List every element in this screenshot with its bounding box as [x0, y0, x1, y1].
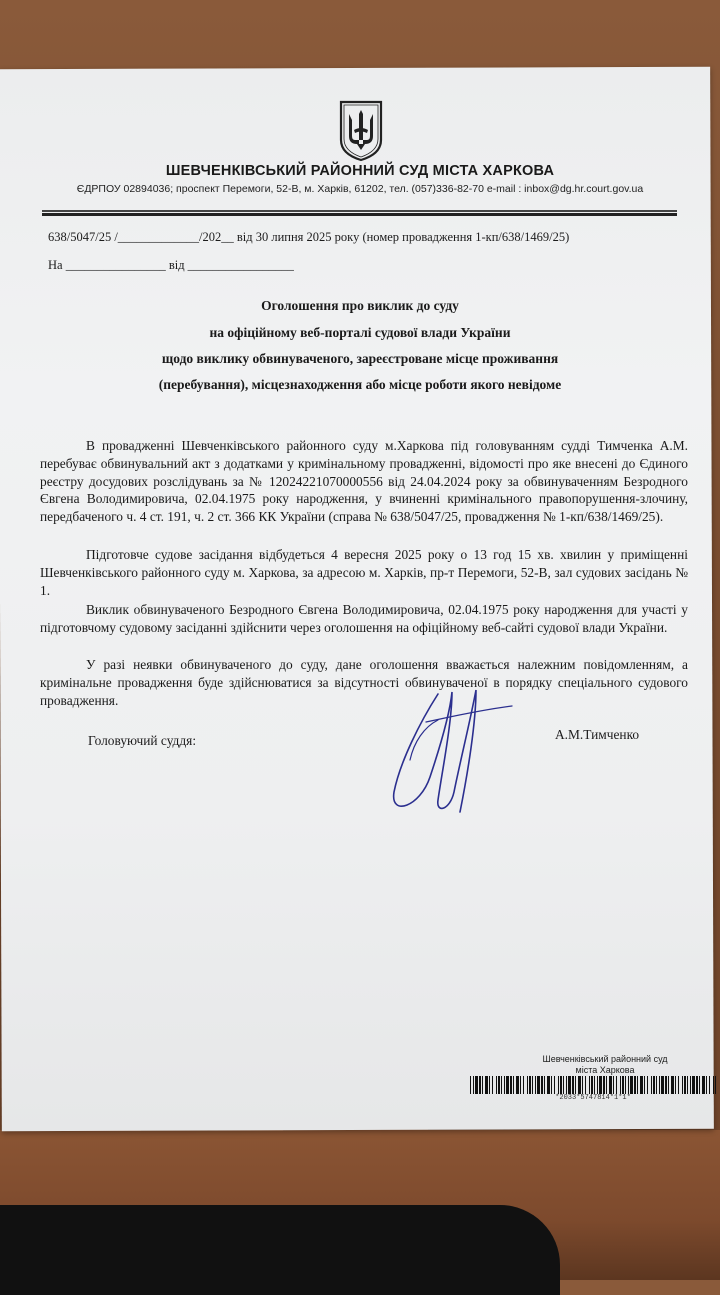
barcode-bar: [709, 1076, 710, 1094]
stamp-court-line-2: міста Харкова: [575, 1065, 635, 1075]
judge-name: А.М.Тимченко: [555, 727, 640, 742]
barcode-bar: [606, 1076, 607, 1094]
barcode-bar: [684, 1076, 686, 1094]
barcode-bar: [622, 1076, 624, 1094]
barcode-bar: [520, 1076, 521, 1094]
barcode-bar: [603, 1076, 605, 1094]
barcode-bar: [568, 1076, 571, 1094]
court-contact-info: ЄДРПОУ 02894036; проспект Перемоги, 52-В, м. Харків, 61202, тел. (057)336-82-70 e-mail : inbox@dg.hr.court.gov.ua: [76, 183, 644, 195]
barcode-bar: [560, 1076, 562, 1094]
barcode-bar: [473, 1076, 474, 1094]
barcode-bar: [653, 1076, 655, 1094]
document-title: Оголошення про виклик до суду: [261, 298, 459, 313]
barcode-bar: [665, 1076, 667, 1094]
paragraph-text: У разі неявки обвинуваченого до суду, дане оголошення вважається належним повідомленням, а кримінальне провадження буде здійснюватися за відсутності обвинуваченої в порядку спеціального судового провадження.: [40, 657, 688, 708]
barcode-bar: [616, 1076, 617, 1094]
barcode-bar: [578, 1076, 581, 1094]
barcode-bar: [692, 1076, 695, 1094]
document-title-line-2: на офіційному веб-порталі судової влади України: [209, 325, 511, 340]
barcode-bar: [625, 1076, 626, 1094]
barcode-bar: [613, 1076, 614, 1094]
barcode-bar: [516, 1076, 519, 1094]
barcode-bar: [690, 1076, 691, 1094]
barcode-bar: [496, 1076, 497, 1094]
barcode-bar: [706, 1076, 707, 1094]
barcode-bar: [541, 1076, 543, 1094]
barcode-bar: [599, 1076, 602, 1094]
barcode-bar: [485, 1076, 488, 1094]
barcode-bar: [582, 1076, 583, 1094]
barcode-bar: [529, 1076, 531, 1094]
barcode-bar: [554, 1076, 555, 1094]
barcode-bar: [527, 1076, 528, 1094]
document-title-line-4: (перебування), місцезнаходження або місце роботи якого невідоме: [158, 377, 562, 392]
barcode-bar: [696, 1076, 698, 1094]
reply-reference-line: На ________________ від _________________: [48, 258, 294, 272]
barcode-bar: [506, 1076, 509, 1094]
barcode-bar: [634, 1076, 636, 1094]
barcode-bar: [668, 1076, 669, 1094]
document-title-line-3: щодо виклику обвинуваченого, зареєстроване місце проживання: [161, 351, 559, 366]
barcode-bar: [594, 1076, 595, 1094]
barcode-bar: [510, 1076, 512, 1094]
barcode-bar: [656, 1076, 657, 1094]
barcode-bar: [659, 1076, 660, 1094]
paragraph-summons: [40, 601, 688, 637]
barcode-bar: [678, 1076, 679, 1094]
barcode-bar: [513, 1076, 514, 1094]
dark-object: [0, 1205, 560, 1295]
barcode-bar: [532, 1076, 533, 1094]
barcode-bar: [563, 1076, 564, 1094]
barcode-bar: [640, 1076, 643, 1094]
barcode-bar: [713, 1076, 714, 1094]
barcode-bar: [661, 1076, 664, 1094]
paragraph-text: Підготовче судове засідання відбудеться 4 вересня 2025 року о 13 год 15 хв. хвилин у приміщенні Шевченківського районного суду м. Харкова, за адресою м. Харків, пр-т Перемоги, 52-В, зал судових засідань № 1.: [40, 547, 688, 598]
paragraph-absence: [40, 656, 688, 709]
barcode-bar: [687, 1076, 688, 1094]
barcode-bar: [537, 1076, 540, 1094]
paragraph-hearing-date: [40, 546, 688, 599]
barcode-bar: [492, 1076, 493, 1094]
paragraph-text: Виклик обвинуваченого Безродного Євгена Володимировича, 02.04.1975 року народження для участі у підготовчому судовому засіданні здійснити через оголошення на офіційному веб-сайті судової влади України.: [40, 602, 688, 635]
barcode-bar: [637, 1076, 638, 1094]
barcode-bar: [597, 1076, 598, 1094]
barcode-bar: [620, 1076, 621, 1094]
barcode-bar: [482, 1076, 483, 1094]
paragraph-text: В провадженні Шевченківського районного суду м.Харкова під головуванням судді Тимченка А.М. перебуває обвинувальний акт з додатками у кримінальному провадженні, відомості про яке внесені до Єдиного реєстру досудових розслідувань за № 12024221070000556 від 24.04.2024 року за обвинуваченням Безродного Євгена Володимировича, 02.04.1975 року народження, у вчиненні кримінального правопорушення-злочину, передбаченого ч. 4 ст. 191, ч. 2 ст. 366 КК України (справа № 638/5047/25, провадження № 1-кп/638/1469/25).: [40, 438, 688, 525]
court-name: ШЕВЧЕНКІВСЬКИЙ РАЙОННИЙ СУД МІСТА ХАРКОВА: [165, 163, 555, 179]
barcode-bar: [489, 1076, 490, 1094]
stamp-court-line-1: Шевченківський районний суд: [542, 1054, 668, 1064]
barcode-bar: [585, 1076, 586, 1094]
barcode-bar: [609, 1076, 612, 1094]
barcode-bar: [671, 1076, 674, 1094]
barcode-bar: [544, 1076, 545, 1094]
barcode-bar: [470, 1076, 471, 1094]
barcode-bar: [475, 1076, 478, 1094]
barcode-bar: [591, 1076, 593, 1094]
barcode-bar: [644, 1076, 645, 1094]
barcode-bar: [535, 1076, 536, 1094]
header-rule: [42, 210, 677, 212]
barcode-bar: [572, 1076, 574, 1094]
barcode-bar: [479, 1076, 481, 1094]
case-reference-line: 638/5047/25 /_____________/202__ від 30 липня 2025 року (номер провадження 1-кп/638/1469/25): [48, 230, 570, 244]
barcode-bar: [547, 1076, 550, 1094]
barcode-bar: [523, 1076, 524, 1094]
barcode-bar: [682, 1076, 683, 1094]
barcode: [470, 1076, 716, 1094]
paragraph-case-details: [40, 437, 688, 526]
barcode-number: *2033*5747814*1*1*: [555, 1094, 631, 1102]
barcode-bar: [628, 1076, 629, 1094]
barcode-bar: [566, 1076, 567, 1094]
barcode-bar: [702, 1076, 705, 1094]
barcode-bar: [558, 1076, 559, 1094]
barcode-bar: [575, 1076, 576, 1094]
barcode-bar: [498, 1076, 500, 1094]
barcode-bar: [504, 1076, 505, 1094]
header-rule-thick: [42, 213, 677, 216]
barcode-bar: [715, 1076, 716, 1094]
barcode-bar: [699, 1076, 700, 1094]
presiding-judge-label: Головуючий суддя:: [88, 733, 197, 748]
barcode-bar: [647, 1076, 648, 1094]
barcode-bar: [551, 1076, 552, 1094]
barcode-bar: [651, 1076, 652, 1094]
trident-emblem-icon: [337, 100, 385, 162]
barcode-bar: [630, 1076, 633, 1094]
barcode-bar: [589, 1076, 590, 1094]
barcode-bar: [501, 1076, 502, 1094]
barcode-bar: [675, 1076, 676, 1094]
handwritten-signature: [380, 682, 520, 824]
